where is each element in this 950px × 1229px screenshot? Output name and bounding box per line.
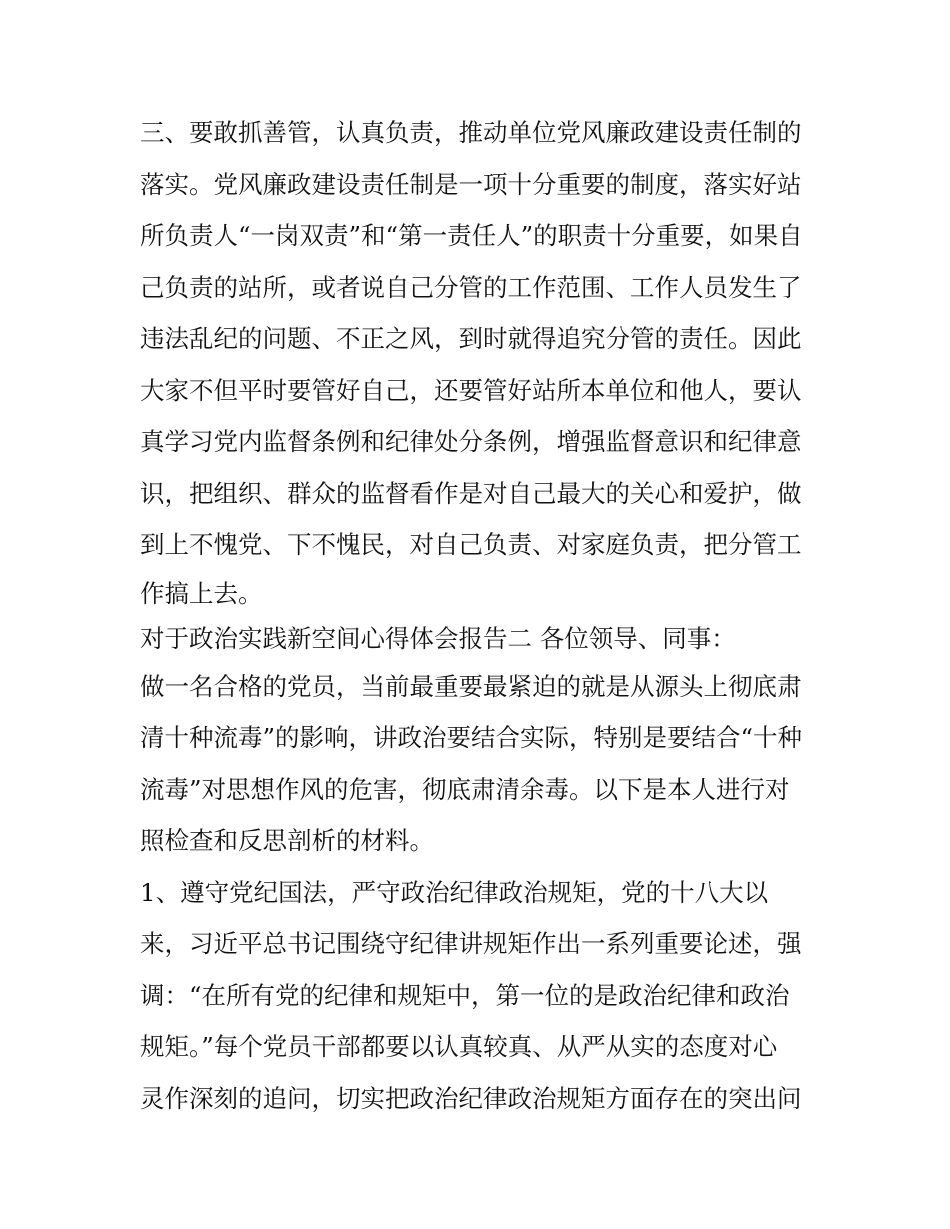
- document-body: [140, 107, 820, 1124]
- text-line: 1、遵守党纪国法，严守政治纪律政治规矩，党的十八大以: [140, 877, 769, 907]
- text-line: 照检查和反思剖析的材料。: [140, 826, 434, 855]
- text-line: 做一名合格的党员，当前最重要最紧迫的就是从源头上彻底肃: [140, 671, 802, 701]
- text-line: 己负责的站所，或者说自己分管的工作范围、工作人员发生了: [140, 272, 802, 302]
- text-line: 来，习近平总书记围绕守纪律讲规矩作出一系列重要论述，强: [140, 929, 802, 958]
- text-line: 所负责人“一岗双责”和“第一责任人”的职责十分重要，如果自: [140, 221, 803, 250]
- text-line: 作搞上去。: [140, 578, 263, 608]
- text-line: 灵作深刻的追问，切实把政治纪律政治规矩方面存在的突出问: [140, 1083, 802, 1113]
- text-line: 流毒”对思想作风的危害，彻底肃清余毒。以下是本人进行对: [140, 774, 790, 804]
- text-line: 三、要敢抓善管，认真负责，推动单位党风廉政建设责任制的: [140, 118, 802, 147]
- text-line: 真学习党内监督条例和纪律处分条例，增强监督意识和纪律意: [140, 427, 802, 456]
- text-line: 到上不愧党、下不愧民，对自己负责、对家庭负责，把分管工: [140, 530, 802, 559]
- text-line: 落实。党风廉政建设责任制是一项十分重要的制度，落实好站: [140, 169, 802, 199]
- text-line: 规矩。”每个党员干部都要以认真较真、从严从实的态度对心: [140, 1032, 778, 1061]
- text-line: 大家不但平时要管好自己，还要管好站所本单位和他人，要认: [140, 375, 802, 405]
- section-heading: 对于政治实践新空间心得体会报告二 各位领导、同事：: [140, 623, 736, 653]
- text-line: 调：“在所有党的纪律和规矩中，第一位的是政治纪律和政治: [140, 980, 790, 1010]
- text-line: 清十种流毒”的影响，讲政治要结合实际，特别是要结合“十种: [140, 723, 803, 752]
- text-line: 违法乱纪的问题、不正之风，到时就得追究分管的责任。因此: [140, 324, 802, 353]
- text-line: 识，把组织、群众的监督看作是对自己最大的关心和爱护，做: [140, 478, 802, 508]
